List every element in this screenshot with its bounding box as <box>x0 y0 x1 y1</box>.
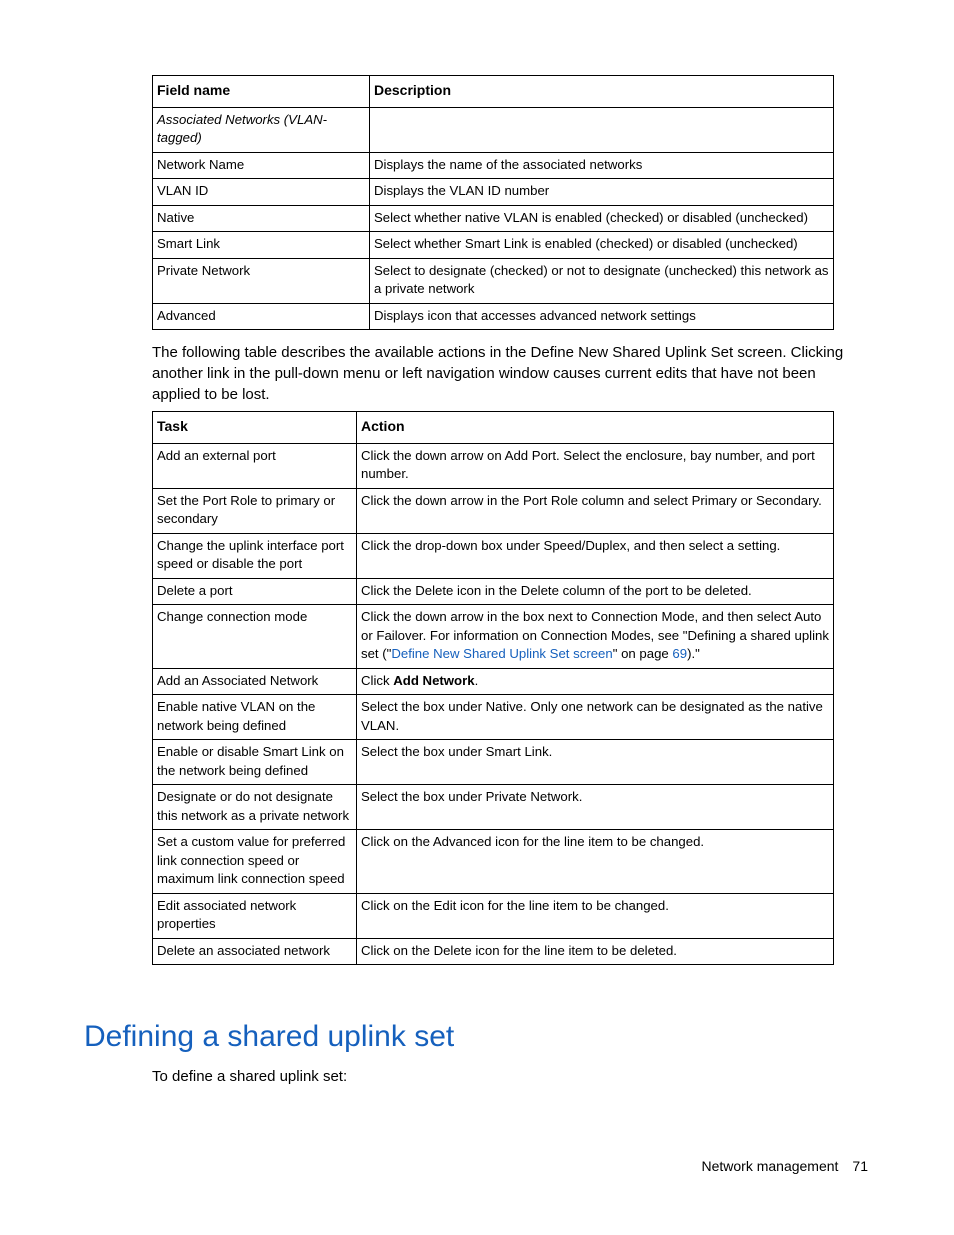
section-heading: Defining a shared uplink set <box>84 1020 455 1053</box>
table-row <box>153 695 834 740</box>
field-name-cell: Network Name <box>153 152 370 179</box>
task-action-table <box>152 411 834 965</box>
task-cell: Edit associated network properties <box>153 893 357 938</box>
description-cell: Displays icon that accesses advanced network settings <box>370 303 834 330</box>
action-text: " on page <box>612 646 673 661</box>
table-row <box>153 785 834 830</box>
table-row <box>153 893 834 938</box>
column-header: Task <box>153 412 357 444</box>
page-number: 71 <box>852 1158 868 1174</box>
action-text: Click <box>361 672 394 688</box>
table-row <box>153 303 834 330</box>
action-text: Click the down arrow in the box next to Connection Mode, and then select Auto or Failover. For information on Connection Modes, see "Defining a shared uplink set (" <box>361 609 829 661</box>
action-cell: Click the Delete icon in the Delete column of the port to be deleted. <box>357 578 834 605</box>
field-description-table <box>152 75 834 330</box>
action-cell: Click on the Edit icon for the line item to be changed. <box>357 893 834 938</box>
action-cell: Select the box under Private Network. <box>357 785 834 830</box>
task-cell: Add an external port <box>153 443 357 488</box>
task-cell: Set a custom value for preferred link connection speed or maximum link connection speed <box>153 830 357 894</box>
action-cell: Select the box under Smart Link. <box>357 740 834 785</box>
action-cell <box>357 668 834 695</box>
task-cell: Enable or disable Smart Link on the network being defined <box>153 740 357 785</box>
column-header: Field name <box>153 76 370 108</box>
field-name-cell: Private Network <box>153 258 370 303</box>
page-reference-link[interactable]: 69 <box>672 646 688 661</box>
action-cell: Click the drop-down box under Speed/Duplex, and then select a setting. <box>357 533 834 578</box>
description-cell: Select to designate (checked) or not to designate (unchecked) this network as a private network <box>370 258 834 303</box>
column-header: Action <box>357 412 834 444</box>
table-row <box>153 258 834 303</box>
table-row <box>153 830 834 894</box>
intro-paragraph: The following table describes the available actions in the Define New Shared Uplink Set screen. Clicking another link in the pull-down menu or left navigation window causes current edits that have not been applied to be lost. <box>152 344 844 403</box>
field-name-cell: Advanced <box>153 303 370 330</box>
action-text: . <box>474 672 479 688</box>
table-row <box>153 938 834 965</box>
description-cell: Select whether native VLAN is enabled (checked) or disabled (unchecked) <box>370 205 834 232</box>
task-cell: Change connection mode <box>153 605 357 669</box>
action-cell: Select the box under Native. Only one network can be designated as the native VLAN. <box>357 695 834 740</box>
task-cell: Set the Port Role to primary or secondary <box>153 488 357 533</box>
field-name-cell: Native <box>153 205 370 232</box>
action-cell: Click on the Advanced icon for the line item to be changed. <box>357 830 834 894</box>
task-cell: Delete an associated network <box>153 938 357 965</box>
action-cell: Click the down arrow on Add Port. Select the enclosure, bay number, and port number. <box>357 443 834 488</box>
action-cell <box>357 605 834 669</box>
column-header: Description <box>370 76 834 108</box>
table-row <box>153 605 834 669</box>
action-text: )." <box>687 646 700 661</box>
section-label: Associated Networks (VLAN-tagged) <box>153 107 370 152</box>
table-row <box>153 152 834 179</box>
table-header-row <box>153 412 834 444</box>
table-section-row <box>153 107 834 152</box>
table-row <box>153 740 834 785</box>
task-cell: Change the uplink interface port speed or disable the port <box>153 533 357 578</box>
table-row <box>153 179 834 206</box>
page-footer <box>701 1158 868 1174</box>
description-cell: Displays the VLAN ID number <box>370 179 834 206</box>
action-cell: Click on the Delete icon for the line item to be deleted. <box>357 938 834 965</box>
task-cell: Delete a port <box>153 578 357 605</box>
define-uplink-screen-link[interactable]: Define New Shared Uplink Set screen <box>391 646 613 661</box>
task-cell: Enable native VLAN on the network being defined <box>153 695 357 740</box>
footer-section-title: Network management <box>701 1158 839 1174</box>
table-row <box>153 668 834 695</box>
add-network-label: Add Network <box>393 672 475 688</box>
table-row <box>153 578 834 605</box>
description-cell: Select whether Smart Link is enabled (checked) or disabled (unchecked) <box>370 232 834 259</box>
table-row <box>153 232 834 259</box>
task-cell: Add an Associated Network <box>153 668 357 695</box>
table-header-row <box>153 76 834 108</box>
procedure-intro: To define a shared uplink set: <box>152 1068 348 1085</box>
description-cell: Displays the name of the associated networks <box>370 152 834 179</box>
table-row <box>153 533 834 578</box>
field-name-cell: Smart Link <box>153 232 370 259</box>
table-row <box>153 443 834 488</box>
table-row <box>153 205 834 232</box>
table-row <box>153 488 834 533</box>
empty-cell <box>370 107 834 152</box>
action-cell: Click the down arrow in the Port Role column and select Primary or Secondary. <box>357 488 834 533</box>
field-name-cell: VLAN ID <box>153 179 370 206</box>
task-cell: Designate or do not designate this network as a private network <box>153 785 357 830</box>
